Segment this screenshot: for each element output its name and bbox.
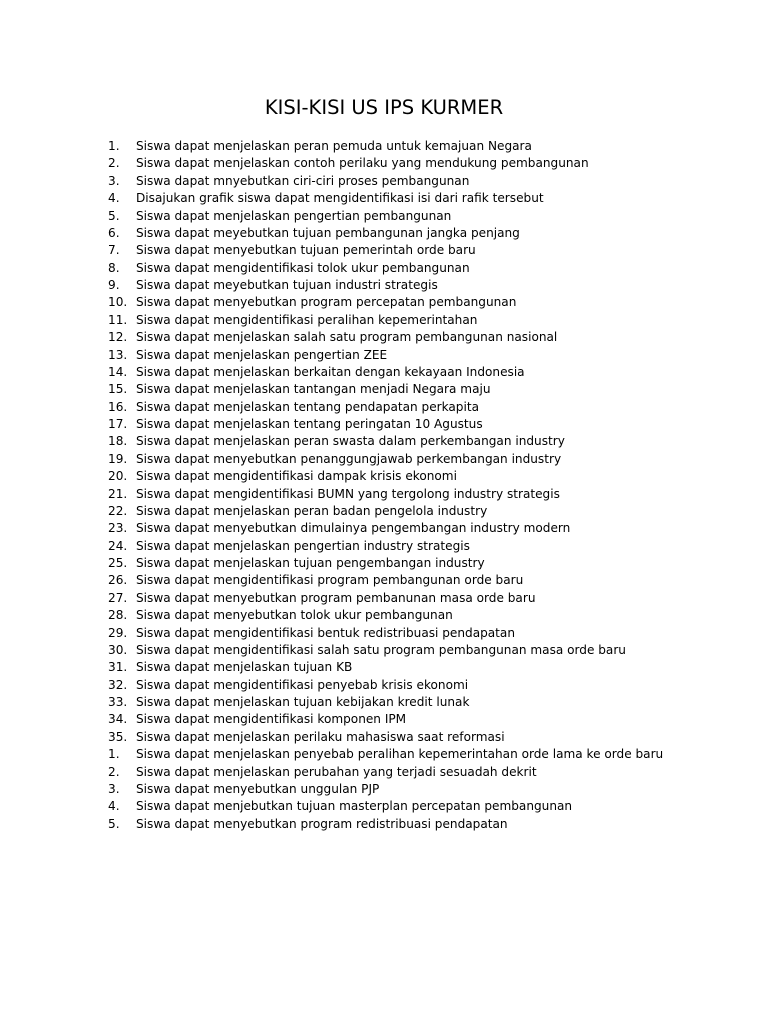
list-item-number: 34. [108,712,128,727]
list-item-number: 15. [108,382,128,397]
list-item-text: Siswa dapat meyebutkan tujuan pembangunan jangka penjang [136,225,520,240]
list-item-text: Siswa dapat menyebutkan penanggungjawab perkembangan industry [136,451,562,466]
list-item-number: 29. [108,625,128,640]
list-item-number: 2. [108,764,120,779]
list-item-number: 2. [108,156,120,171]
list-item-text: Siswa dapat mengidentifikasi program pembangunan orde baru [136,573,524,588]
list-item-number: 28. [108,608,128,623]
list-item-number: 1. [108,139,120,153]
list-item [108,433,748,450]
list-item-number: 20. [108,469,128,484]
list-item [108,659,748,676]
list-item-text: Siswa dapat menjelaskan tentang pendapatan perkapita [136,399,480,414]
list-item-text: Siswa dapat menjelaskan peran pemuda untuk kemajuan Negara [136,139,532,153]
list-item-text: Siswa dapat menjelaskan pengertian industry strategis [136,538,470,553]
list-item-number: 5. [108,816,120,831]
list-item [108,520,748,537]
list-item-number: 31. [108,660,128,675]
list-item [108,208,748,225]
document-title: KISI-KISI US IPS KURMER [264,96,504,119]
list-item-number: 6. [108,225,120,240]
list-item-text: Siswa dapat menjelaskan berkaitan dengan kekayaan Indonesia [136,364,525,379]
list-item-text: Siswa dapat mengidentifikasi salah satu program pembangunan masa orde baru [136,642,626,657]
list-item-number: 9. [108,278,120,292]
list-item [108,225,748,242]
list-item-number: 5. [108,208,120,223]
list-item-number: 26. [108,573,128,588]
list-item-number: 11. [108,312,128,327]
list-item-text: Siswa dapat menyebutkan unggulan PJP [136,781,380,796]
list-item-text: Siswa dapat mengidentifikasi komponen IPM [136,712,407,727]
list-item [108,816,748,833]
list-item [108,451,748,468]
list-item [108,329,748,346]
list-item [108,294,748,311]
list-item-text: Siswa dapat menyebutkan program percepatan pembangunan [136,295,517,310]
list-item [108,781,748,798]
list-item [108,625,748,642]
list-item-text: Siswa dapat menjelaskan peran swasta dalam perkembangan industry [136,434,565,449]
kisi-kisi-list [108,138,748,833]
list-item-text: Siswa dapat mengidentifikasi dampak krisis ekonomi [136,469,457,484]
list-item [108,399,748,416]
list-item [108,746,748,763]
list-item-number: 13. [108,347,128,362]
list-item-text: Siswa dapat menjelaskan pengertian ZEE [136,347,388,362]
list-item [108,381,748,398]
list-item-text: Siswa dapat mengidentifikasi bentuk redistribuasi pendapatan [136,625,516,640]
list-item [108,364,748,381]
list-item-text: Siswa dapat menjelaskan perubahan yang terjadi sesuadah dekrit [136,764,537,779]
list-item-text: Siswa dapat menjelaskan tantangan menjadi Negara maju [136,382,491,397]
list-item [108,694,748,711]
list-item [108,242,748,259]
list-item-number: 3. [108,781,120,796]
list-item-text: Siswa dapat menjelaskan peran badan pengelola industry [136,503,488,518]
list-item [108,711,748,728]
list-item [108,538,748,555]
list-item-number: 3. [108,173,120,188]
list-item-text: Siswa dapat menyebutkan program pembanunan masa orde baru [136,590,536,605]
list-item [108,138,748,155]
list-item-number: 10. [108,295,128,310]
list-item [108,260,748,277]
list-item-number: 24. [108,538,128,553]
list-item-text: Siswa dapat menjelaskan tujuan kebijakan kredit lunak [136,695,470,709]
list-item-text: Siswa dapat menjelaskan salah satu program pembangunan nasional [136,330,558,345]
list-item-text: Disajukan grafik siswa dapat mengidentifikasi isi dari rafik tersebut [136,191,544,206]
list-item-number: 35. [108,729,128,744]
list-item-text: Siswa dapat menjelaskan tujuan KB [136,660,353,675]
list-item-number: 12. [108,330,128,345]
list-item [108,277,748,294]
list-item-number: 33. [108,695,128,709]
list-item-number: 27. [108,590,128,605]
list-item-number: 16. [108,399,128,414]
list-item [108,677,748,694]
list-item-text: Siswa dapat menjelaskan contoh perilaku yang mendukung pembangunan [136,156,589,171]
list-item-text: Siswa dapat menjelaskan pengertian pembangunan [136,208,452,223]
list-item-text: Siswa dapat mengidentifikasi penyebab krisis ekonomi [136,677,469,692]
list-item-text: Siswa dapat menjelaskan tujuan pengembangan industry [136,556,485,570]
list-item [108,486,748,503]
list-item [108,173,748,190]
list-item [108,729,748,746]
list-item-text: Siswa dapat mengidentifikasi tolok ukur pembangunan [136,260,470,275]
list-item-text: Siswa dapat menjelaskan penyebab peralihan kepemerintahan orde lama ke orde baru [136,747,664,762]
list-item-number: 18. [108,434,128,449]
list-item-text: Siswa dapat menjelaskan perilaku mahasiswa saat reformasi [136,729,505,744]
list-item-text: Siswa dapat mengidentifikasi peralihan kepemerintahan [136,312,478,327]
list-item-number: 23. [108,521,128,536]
list-item [108,416,748,433]
list-item-number: 21. [108,486,128,501]
list-item [108,555,748,572]
list-item [108,190,748,207]
list-item-number: 7. [108,243,120,258]
list-item-text: Siswa dapat menyebutkan program redistribuasi pendapatan [136,816,508,831]
list-item [108,764,748,781]
list-item-number: 17. [108,417,128,431]
list-item [108,798,748,815]
list-item-text: Siswa dapat menyebutkan dimulainya pengembangan industry modern [136,521,571,536]
list-item-number: 32. [108,677,128,692]
list-item-number: 30. [108,642,128,657]
list-item [108,468,748,485]
list-item-number: 14. [108,364,128,379]
list-item-text: Siswa dapat menyebutkan tolok ukur pembangunan [136,608,453,623]
list-item-number: 4. [108,191,120,206]
list-item-text: Siswa dapat mnyebutkan ciri-ciri proses pembangunan [136,173,470,188]
list-item [108,572,748,589]
list-item-number: 25. [108,556,128,570]
list-item-text: Siswa dapat menyebutkan tujuan pemerintah orde baru [136,243,476,258]
list-item [108,607,748,624]
list-item-text: Siswa dapat mengidentifikasi BUMN yang tergolong industry strategis [136,486,560,501]
list-item-text: Siswa dapat meyebutkan tujuan industri strategis [136,278,438,292]
list-item-number: 8. [108,260,120,275]
list-item [108,503,748,520]
list-item [108,590,748,607]
list-item-number: 4. [108,799,120,814]
list-item [108,347,748,364]
list-item [108,642,748,659]
list-item-text: Siswa dapat menjelaskan tentang peringatan 10 Agustus [136,417,483,431]
list-item-number: 1. [108,747,120,762]
list-item-text: Siswa dapat menjebutkan tujuan masterplan percepatan pembangunan [136,799,573,814]
list-item [108,155,748,172]
list-item-number: 19. [108,451,128,466]
list-item-number: 22. [108,503,128,518]
list-item [108,312,748,329]
